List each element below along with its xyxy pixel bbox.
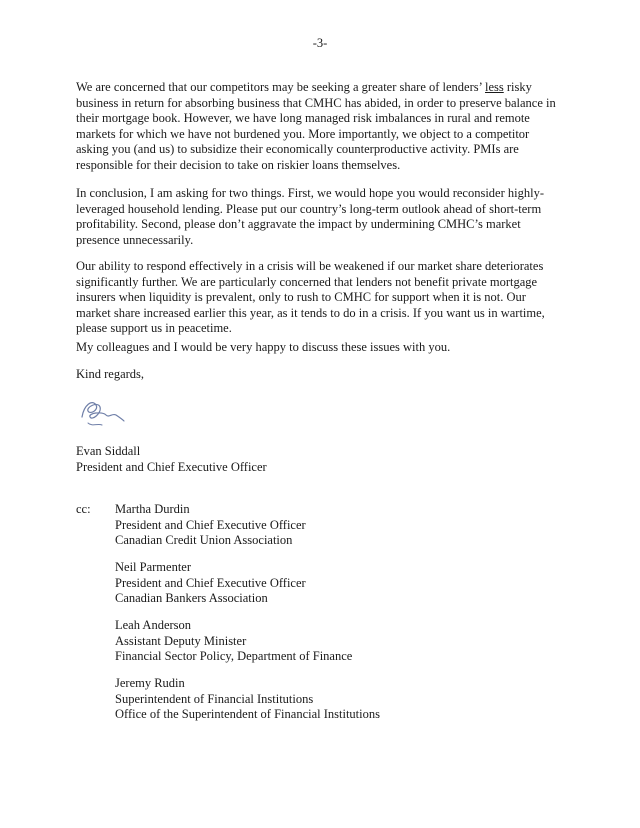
paragraph-line: profitability. Second, please don’t aggravate the impact by undermining CMHC’s market xyxy=(76,217,521,231)
signer-name: Evan Siddall xyxy=(76,444,141,458)
paragraph-line: their mortgage book. However, we have long managed risk imbalances in rural and remote xyxy=(76,111,530,125)
paragraph-line: markets for which we have not burdened you. More importantly, we object to a competitor xyxy=(76,126,530,141)
cc-recipient-org: Financial Sector Policy, Department of Finance xyxy=(115,649,353,663)
cc-recipient-org: Canadian Credit Union Association xyxy=(115,533,293,547)
paragraph-line: My colleagues and I would be very happy to discuss these issues with you. xyxy=(76,340,451,354)
cc-recipient-title: President and Chief Executive Officer xyxy=(115,575,306,590)
body-paragraph-3 xyxy=(76,259,596,337)
cc-label: cc: xyxy=(76,502,91,516)
line-text: We are concerned that our competitors may be seeking a greater share of lenders’ xyxy=(76,80,485,94)
cc-recipient-org: Office of the Superintendent of Financial Institutions xyxy=(115,707,380,721)
closing-salutation: Kind regards, xyxy=(76,367,145,381)
line-text: risky xyxy=(503,80,532,94)
body-paragraph-2 xyxy=(76,186,596,248)
paragraph-line: In conclusion, I am asking for two things. First, we would hope you would reconsider highly- xyxy=(76,186,544,200)
paragraph-line xyxy=(76,80,596,96)
paragraph-line: market share increased earlier this year, as it tends to do in a crisis. If you want us in wartime, xyxy=(76,305,545,320)
paragraph-line: please support us in peacetime. xyxy=(76,321,232,335)
signer-block xyxy=(76,444,267,475)
paragraph-line: presence unnecessarily. xyxy=(76,232,194,247)
cc-recipient xyxy=(115,560,306,607)
paragraph-line: significantly further. We are particularly concerned that lenders not benefit private mortgage xyxy=(76,274,538,289)
cc-recipient xyxy=(115,618,352,665)
paragraph-line: business in return for absorbing business that CMHC has abided, in order to preserve balance in xyxy=(76,95,556,110)
cc-recipient-name: Neil Parmenter xyxy=(115,560,192,574)
cc-recipient xyxy=(115,502,306,549)
cc-recipient-org: Canadian Bankers Association xyxy=(115,591,268,605)
paragraph-line: leveraged household lending. Please put our country’s long-term outlook ahead of short-term xyxy=(76,201,542,216)
body-paragraph-1 xyxy=(76,80,596,173)
signer-title: President and Chief Executive Officer xyxy=(76,459,267,474)
cc-recipient-name: Martha Durdin xyxy=(115,502,190,516)
cc-recipient-title: President and Chief Executive Officer xyxy=(115,517,306,532)
cc-recipient-title: Assistant Deputy Minister xyxy=(115,633,247,648)
paragraph-line: responsible for their decision to take on riskier loans themselves. xyxy=(76,157,401,172)
body-paragraph-4 xyxy=(76,340,596,356)
paragraph-line: Our ability to respond effectively in a crisis will be weakened if our market share deteriorates xyxy=(76,259,544,273)
cc-recipient xyxy=(115,676,380,723)
cc-recipient-name: Leah Anderson xyxy=(115,618,192,632)
paragraph-line: insurers when liquidity is prevalent, only to rush to CMHC for support when it is not. Our xyxy=(76,290,526,304)
cc-recipient-name: Jeremy Rudin xyxy=(115,676,185,690)
handwritten-signature xyxy=(76,393,126,433)
page-number: -3- xyxy=(312,36,328,50)
underlined-word: less xyxy=(485,80,504,94)
paragraph-line: asking you (and us) to subsidize their economically counterproductive activity. PMIs are xyxy=(76,142,519,156)
cc-recipient-title: Superintendent of Financial Institutions xyxy=(115,691,314,706)
